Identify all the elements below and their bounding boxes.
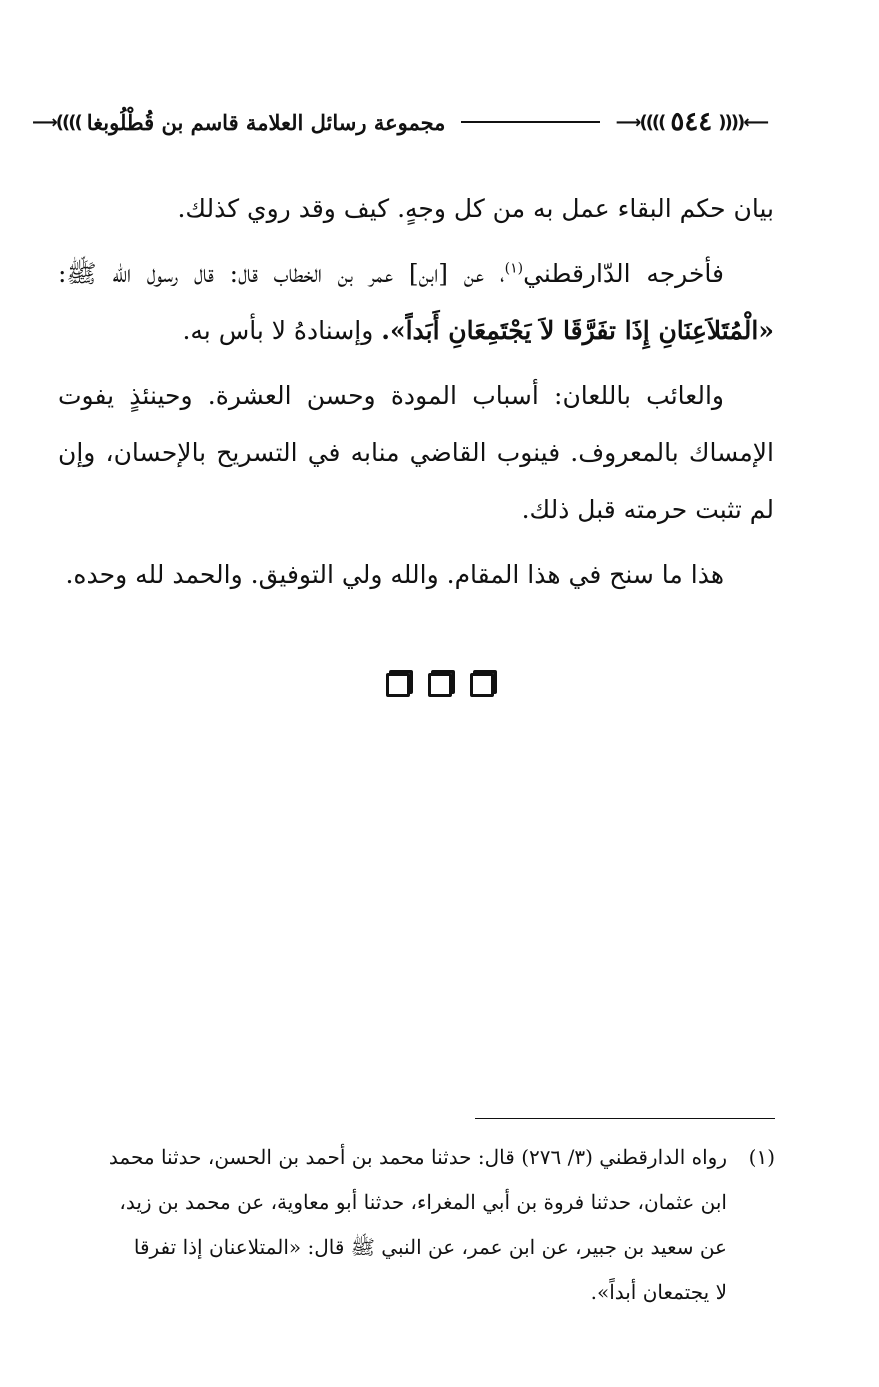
footnote-line-4: لا يجتمعان أبداً». — [590, 1280, 727, 1304]
main-text — [58, 180, 774, 611]
header-ornament-right: ⟵(((( — [718, 111, 767, 133]
section-end-marks — [0, 673, 879, 697]
p2-start: فأخرجه الدّارقطني — [523, 259, 724, 288]
footnote-line-3: عن سعيد بن جبير، عن ابن عمر، عن النبي ﷺ قال: «المتلاعنان إذا تفرقا — [133, 1235, 727, 1259]
page-header — [32, 100, 767, 144]
hadith-quote: «الْمُتَلاَعِنَانِ إِذَا تفَرَّقَا لاَ يَجْتَمِعَانِ أَبَداً». — [381, 316, 774, 345]
p2-mid: ، عن [ابن] عمر بن الخطاب قال: قال رسول الله ﷺ: — [58, 259, 505, 288]
paragraph-3: والعائب باللعان: أسباب المودة وحسن العشرة. وحينئذٍ يفوت الإمساك بالمعروف. فينوب القاضي منابه في التسريح بالإحسان، وإن لم تثبت حرمته قبل ذلك. — [58, 381, 774, 524]
end-box-icon — [470, 673, 494, 697]
footnote-line-2: ابن عثمان، حدثنا فروة بن أبي المغراء، حدثنا أبو معاوية، عن محمد بن زيد، — [119, 1190, 727, 1214]
header-ornament-mid: ))))⟶ — [615, 111, 665, 133]
page-number-block — [616, 107, 767, 137]
paragraph-2 — [58, 245, 774, 359]
page-number: ٥٤٤ — [670, 107, 713, 137]
footnote-separator — [475, 1118, 775, 1119]
footnote-line-1 — [55, 1135, 775, 1180]
end-box-icon — [428, 673, 452, 697]
p2-end: وإسنادهُ لا بأس به. — [182, 316, 382, 345]
paragraph-4: هذا ما سنح في هذا المقام. والله ولي التوفيق. والحمد لله وحده. — [65, 560, 724, 589]
footnote-number: (١) — [748, 1145, 775, 1169]
footnote-ref[interactable]: (١) — [504, 260, 524, 277]
running-title-block — [32, 110, 445, 135]
header-rule — [461, 121, 599, 123]
paragraph-1: بيان حكم البقاء عمل به من كل وجهٍ. كيف وقد روي كذلك. — [177, 194, 774, 223]
footnote — [55, 1135, 775, 1315]
header-ornament-left: ))))⟶ — [32, 111, 81, 133]
footnote-text-1: رواه الدارقطني (٣/ ٢٧٦) قال: حدثنا محمد بن أحمد بن الحسن، حدثنا محمد — [108, 1145, 727, 1169]
running-title: مجموعة رسائل العلامة قاسم بن قُطْلُوبغا — [86, 109, 446, 135]
end-box-icon — [386, 673, 410, 697]
